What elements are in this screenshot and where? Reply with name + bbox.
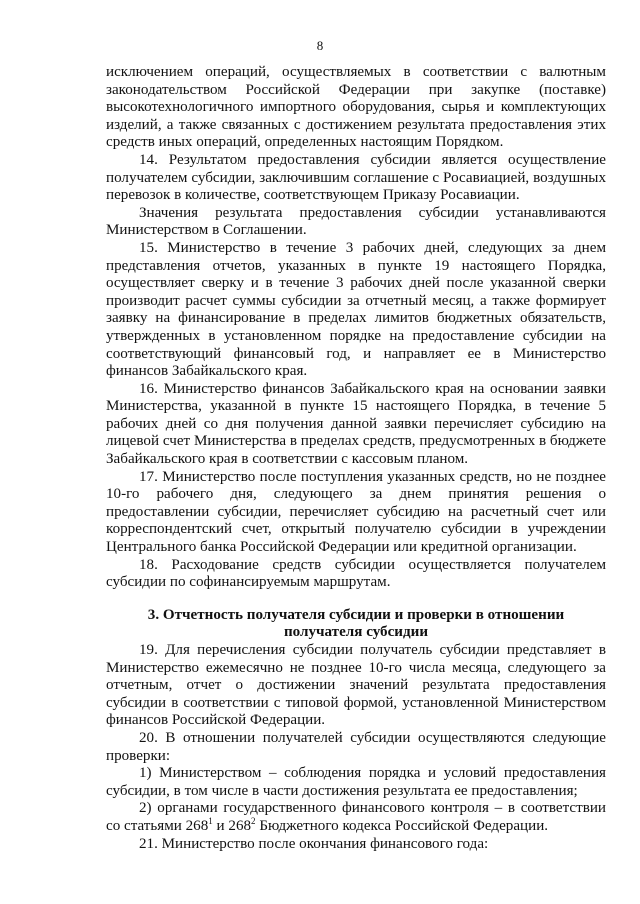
control-text-middle: и 268	[212, 817, 252, 834]
document-body	[106, 64, 606, 853]
section-heading: 3. Отчетность получателя субсидии и проверки в отношении получателя субсидии	[147, 606, 565, 641]
paragraph-21: 21. Министерство после окончания финансового года:	[139, 835, 489, 852]
control-text-before: 2) органами государственного финансового контроля – в соответствии со статьями 268	[106, 800, 606, 834]
paragraph-20: 20. В отношении получателей субсидии осуществляются следующие проверки:	[106, 729, 606, 764]
paragraph-14: 14. Результатом предоставления субсидии является осуществление получателем субсидии, заключившим соглашение с Росавиацией, воздушных перевозок в количестве, соответствующем Приказу Росавиации.	[106, 151, 606, 204]
paragraph-19: 19. Для перечисления субсидии получатель субсидии представляет в Министерство ежемесячно не позднее 10-го числа месяца, следующего за отчетным, отчет о достижении значений результата предоставления субсидии в соответствии с типовой формой, установленной Министерством финансов Российской Федерации.	[106, 642, 606, 729]
page-number: 8	[316, 38, 324, 53]
paragraph-result-values: Значения результата предоставления субсидии устанавливаются Министерством в Соглашении.	[106, 204, 606, 239]
paragraph-20-item-1: 1) Министерством – соблюдения порядка и условий предоставления субсидии, в том числе в части достижения результата ее предоставления;	[106, 765, 606, 799]
paragraph-16: 16. Министерство финансов Забайкальского края на основании заявки Министерства, указанной в пункте 15 настоящего Порядка, в течение 5 рабочих дней со дня получения данной заявки перечисляет субсидию на лицевой счет Министерства в пределах средств, предусмотренных в бюджете Забайкальского края в соответствии с кассовым планом.	[106, 380, 606, 468]
paragraph-20-item-2	[106, 800, 606, 835]
superscript-2: 2	[251, 815, 256, 826]
control-text-after: Бюджетного кодекса Российской Федерации.	[255, 817, 549, 834]
superscript-1: 1	[208, 815, 213, 826]
paragraph-17: 17. Министерство после поступления указанных средств, но не позднее 10-го рабочего дня, следующего за днем принятия решения о предоставлении субсидии, перечисляет субсидию на расчетный счет или корреспондентский счет, открытый получателю субсидии в учреждении Центрального банка Российской Федерации или кредитной организации.	[106, 468, 606, 556]
paragraph-continuation: исключением операций, осуществляемых в соответствии с валютным законодательством Российской Федерации при закупке (поставке) высокотехнологичного импортного оборудования, сырья и комплектующих изделий, а также связанных с достижением результата предоставления этих средств иных операций, определенных настоящим Порядком.	[106, 64, 606, 151]
paragraph-15: 15. Министерство в течение 3 рабочих дней, следующих за днем представления отчетов, указанных в пункте 19 настоящего Порядка, осуществляет сверку и в течение 3 рабочих дней после указанной сверки производит расчет суммы субсидии за отчетный месяц, а также формирует заявку на финансирование в пределах лимитов бюджетных обязательств, утвержденных в установленном порядке на предоставление субсидии на соответствующий финансовый год, и направляет ее в Министерство финансов Забайкальского края.	[106, 239, 606, 380]
paragraph-18: 18. Расходование средств субсидии осуществляется получателем субсидии по софинансируемым маршрутам.	[106, 556, 606, 591]
